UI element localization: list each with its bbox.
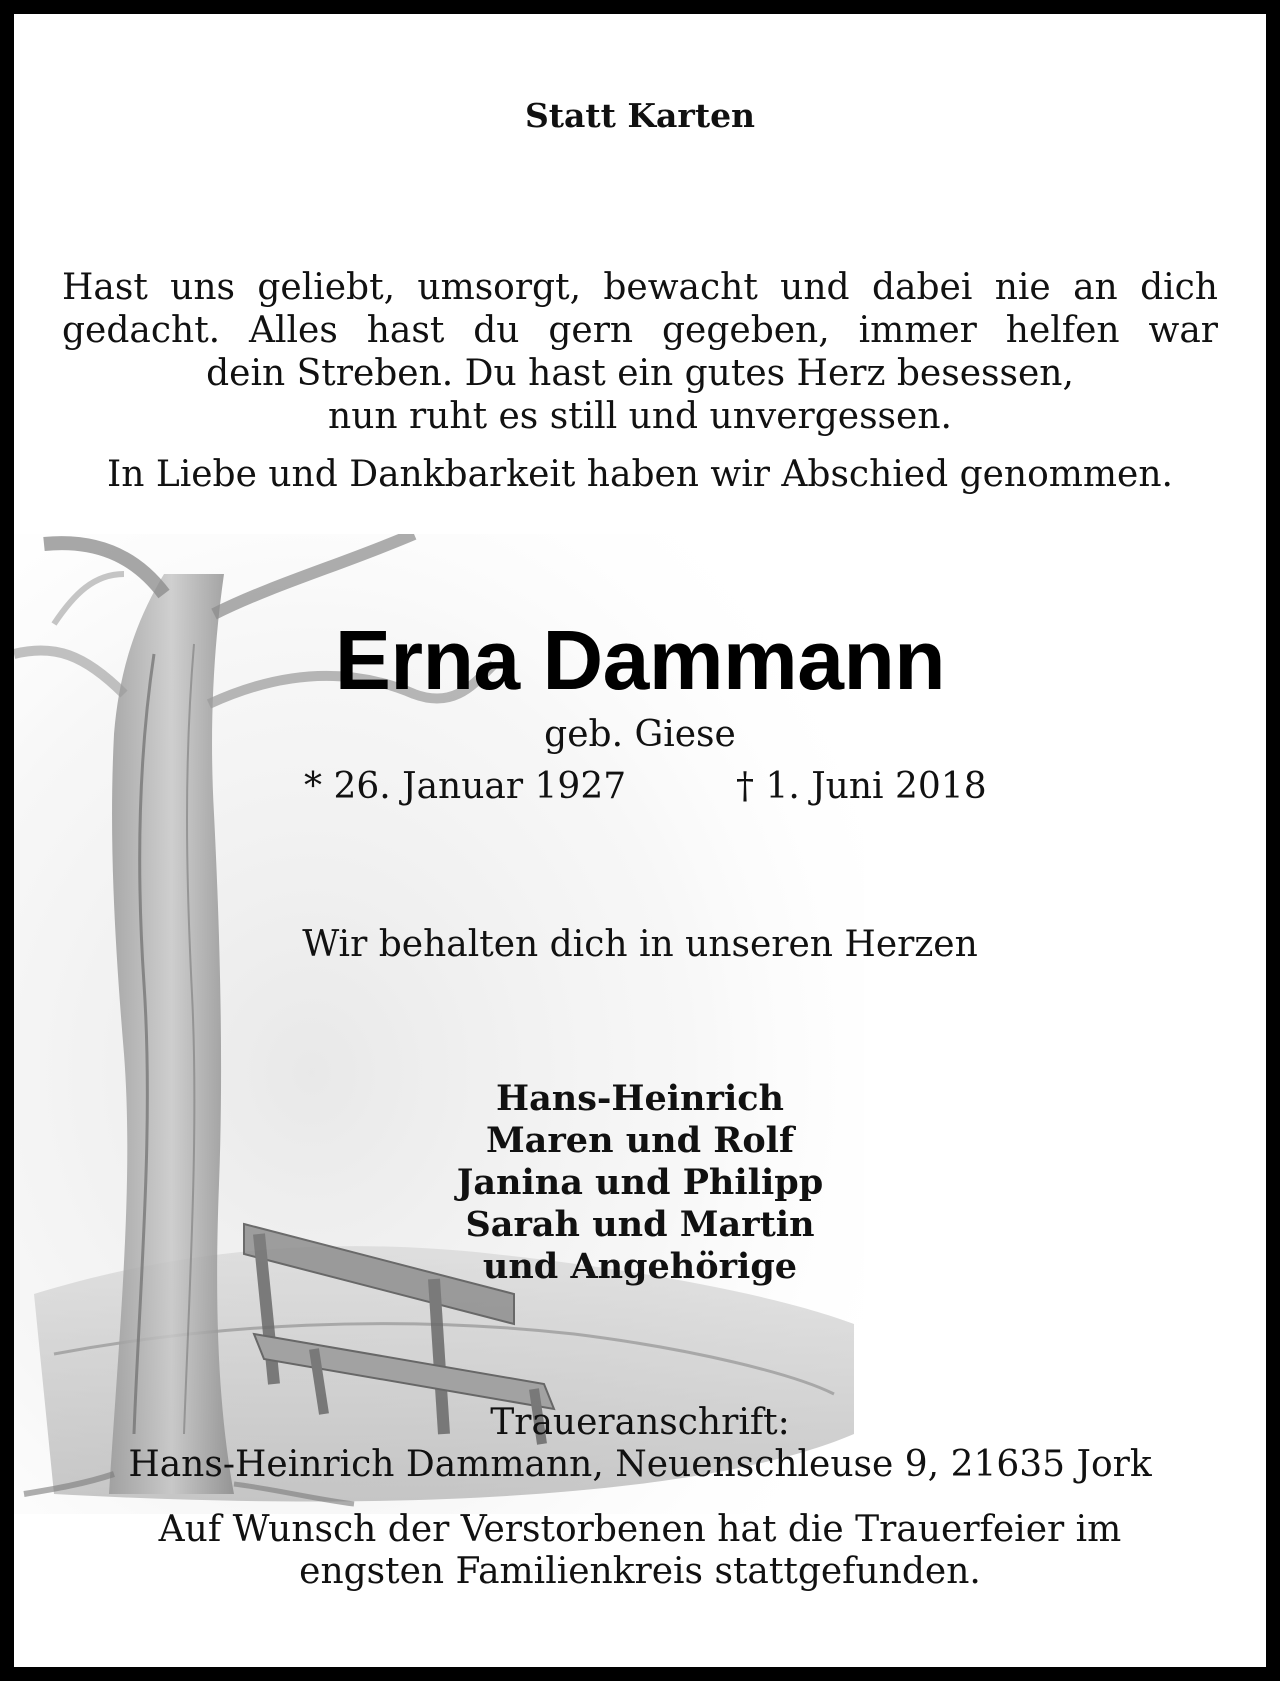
farewell-text: In Liebe und Dankbarkeit haben wir Abschied genommen. (106, 454, 1173, 495)
poem-line: nun ruht es still und unvergessen. (328, 396, 952, 437)
mourner: Janina und Philipp (456, 1162, 824, 1203)
mourner: Maren und Rolf (485, 1120, 795, 1161)
birth-date: * 26. Januar 1927 (304, 766, 627, 807)
mourner: und Angehörige (482, 1246, 798, 1287)
motto: Wir behalten dich in unseren Herzen (302, 924, 978, 965)
poem (62, 266, 1218, 438)
ceremony-note (14, 1509, 1266, 1593)
address-label: Traueranschrift: (490, 1402, 790, 1443)
maiden-name: geb. Giese (544, 714, 736, 755)
mourning-address: Hans-Heinrich Dammann, Neuenschleuse 9, 21635 Jork (128, 1444, 1152, 1485)
mourner: Hans-Heinrich (496, 1078, 784, 1119)
poem-line: Hast uns geliebt, umsorgt, bewacht und dabei nie an dich (62, 267, 1218, 308)
poem-line: gedacht. Alles hast du gern gegeben, immer helfen war (62, 310, 1218, 351)
death-date: † 1. Juni 2018 (736, 766, 987, 807)
deceased-name: Erna Dammann (334, 613, 946, 707)
mourner: Sarah und Martin (465, 1204, 815, 1245)
header-statt-karten: Statt Karten (524, 96, 756, 135)
mourners-list (14, 1078, 1266, 1288)
poem-line: dein Streben. Du hast ein gutes Herz besessen, (206, 353, 1074, 394)
note-line: Auf Wunsch der Verstorbenen hat die Trauerfeier im (158, 1509, 1122, 1550)
note-line: engsten Familienkreis stattgefunden. (299, 1551, 981, 1592)
